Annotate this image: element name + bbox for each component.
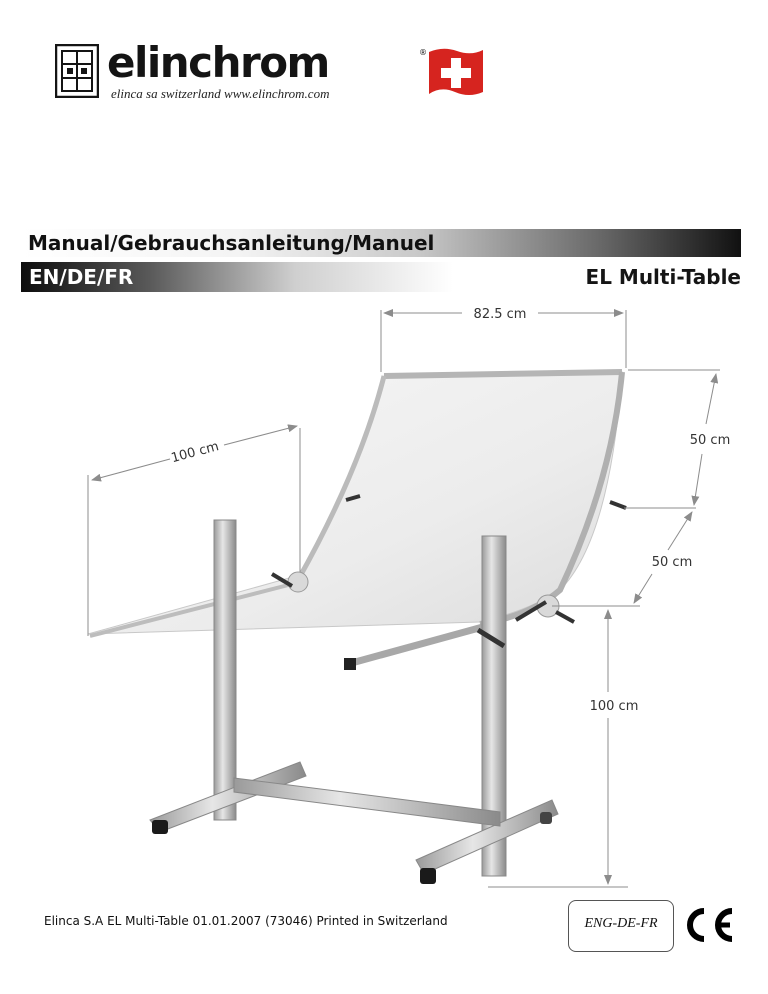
product-name: EL Multi-Table: [585, 265, 741, 289]
footer-imprint: Elinca S.A EL Multi-Table 01.01.2007 (73046) Printed in Switzerland: [44, 914, 448, 928]
registered-mark: ®: [419, 48, 427, 57]
dimension-width-label: 82.5 cm: [473, 307, 527, 322]
logo-wordmark: elinchrom: [107, 38, 329, 87]
swiss-flag-icon: [427, 46, 485, 98]
dimension-curve-height-label: 50 cm: [651, 555, 693, 570]
language-list: EN/DE/FR: [29, 265, 134, 289]
dimension-back-height-label: 50 cm: [689, 433, 731, 448]
manual-title: Manual/Gebrauchsanleitung/Manuel: [28, 231, 435, 255]
elinchrom-logo: [55, 38, 485, 106]
language-code: ENG-DE-FR: [584, 916, 658, 931]
dimension-table-height-label: 100 cm: [589, 699, 639, 714]
product-title-bar: [21, 262, 741, 292]
multi-table-illustration: [0, 295, 768, 905]
logo-tagline: elinca sa switzerland www.elinchrom.com: [111, 86, 330, 101]
ce-mark-icon: [680, 905, 736, 945]
manual-title-bar: [21, 229, 741, 257]
dimension-depth-label: 100 cm: [169, 439, 221, 467]
language-code-box: [568, 900, 674, 952]
elinchrom-monogram-icon: [55, 44, 99, 98]
